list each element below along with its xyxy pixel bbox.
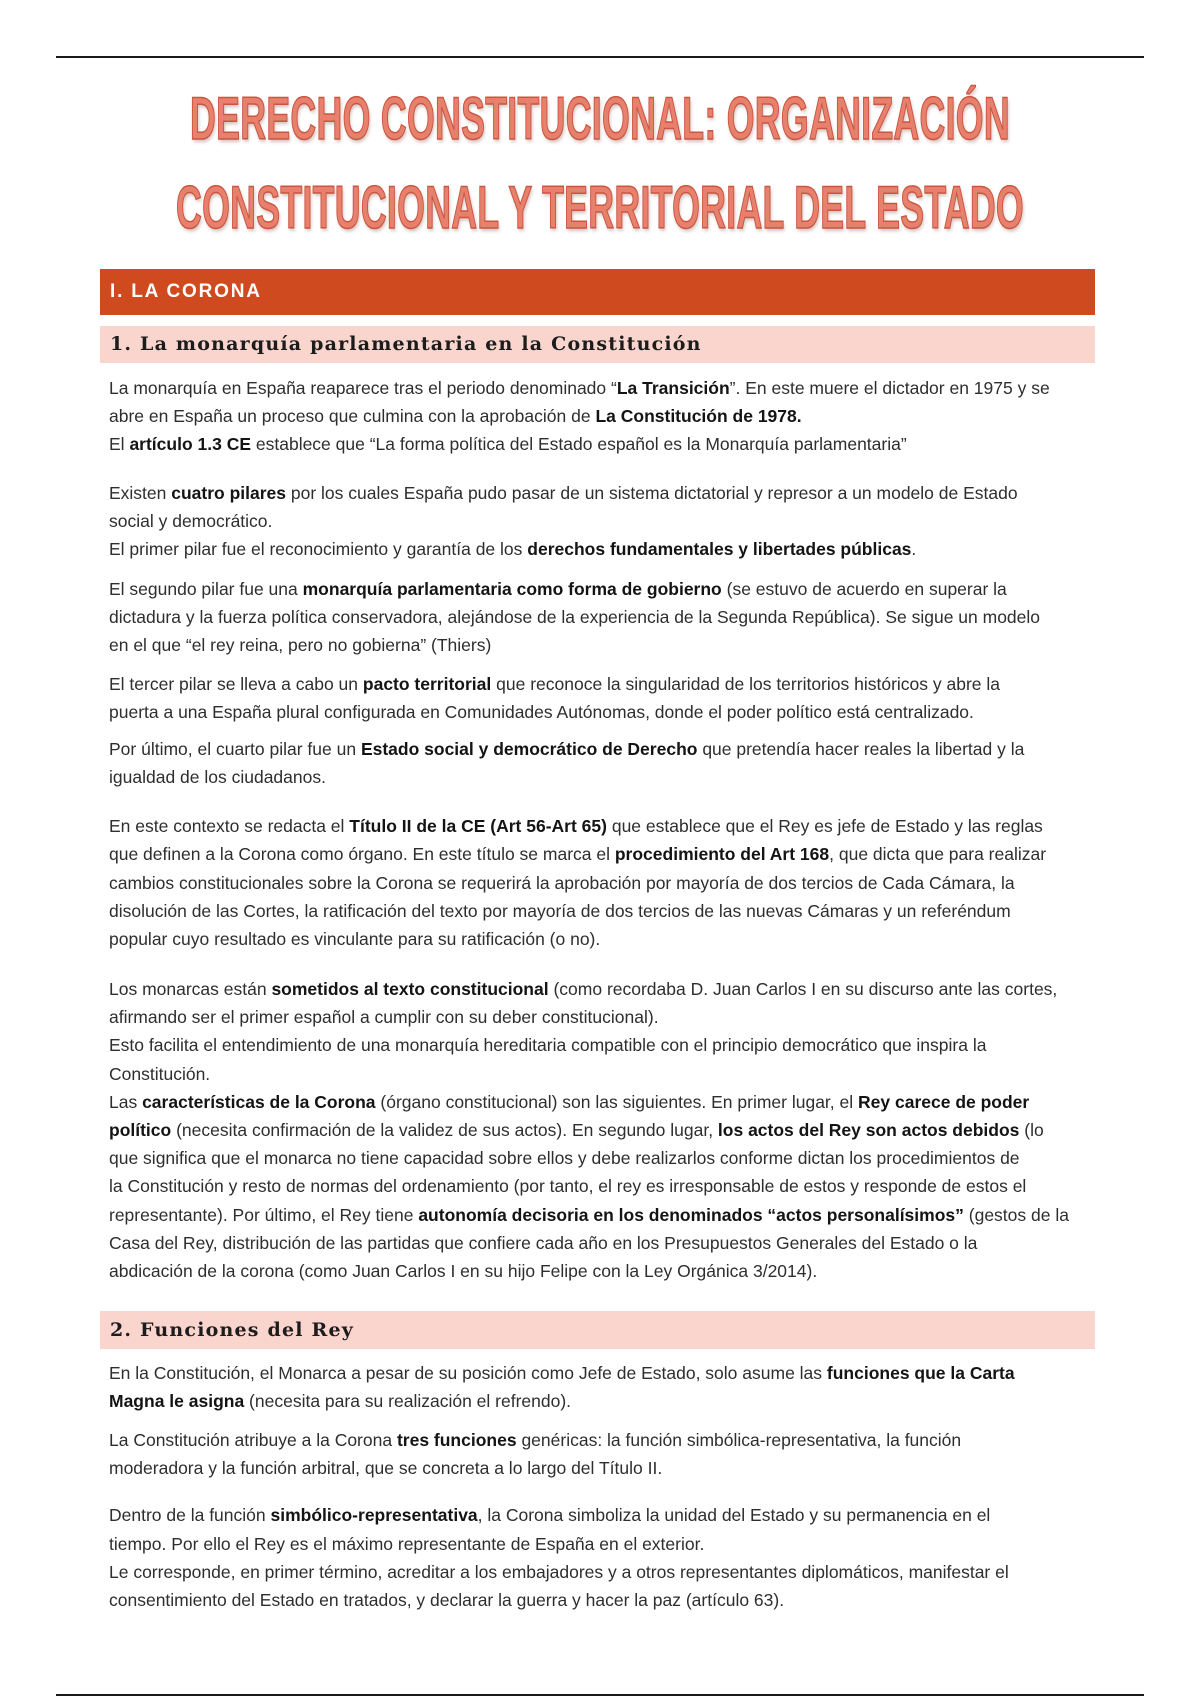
bold-text: autonomía decisoria en los denominados “actos personalísimos”	[418, 1204, 964, 1225]
text-line	[109, 535, 1095, 563]
paragraph	[100, 374, 1095, 459]
subsection-heading: 1. La monarquía parlamentaria en la Constitución	[110, 333, 702, 355]
text-line	[109, 1088, 1095, 1116]
paragraph	[100, 1359, 1095, 1415]
bold-text: tres funciones	[396, 1429, 517, 1450]
text-run: afirmando ser el primer español a cumplir con su deber constitucional).	[109, 1007, 659, 1028]
bold-text: simbólico-representativa	[270, 1505, 478, 1526]
text-run: disolución de las Cortes, la ratificación del texto por mayoría de dos tercios de las nuevas Cámaras y un referéndum	[109, 900, 1011, 921]
paragraph	[100, 479, 1095, 564]
bold-text: procedimiento del Art 168	[614, 844, 830, 865]
text-run: que pretendía hacer reales la libertad y la	[697, 739, 1025, 760]
text-run: El primer pilar fue el reconocimiento y garantía de los	[109, 539, 528, 560]
text-run: genéricas: la función simbólica-representativa, la función	[516, 1429, 962, 1450]
bold-text: cuatro pilares	[171, 483, 287, 504]
bottom-rule	[56, 1694, 1144, 1696]
text-line	[109, 479, 1095, 507]
paragraph	[100, 1501, 1095, 1614]
text-run: (órgano constitucional) son las siguientes. En primer lugar, el	[375, 1091, 859, 1112]
text-line	[109, 735, 1095, 763]
text-line	[109, 631, 1095, 659]
text-line	[109, 1003, 1095, 1031]
text-line	[109, 507, 1095, 535]
bold-text: La Transición	[616, 378, 730, 398]
paragraph	[100, 575, 1095, 660]
text-run: Por último, el cuarto pilar fue un	[109, 739, 361, 760]
text-line	[109, 897, 1095, 925]
text-run: Existen	[109, 483, 172, 504]
paragraph	[100, 735, 1095, 791]
text-line	[109, 374, 1095, 402]
text-run: social y democrático.	[109, 511, 273, 532]
bold-text: monarquía parlamentaria como forma de gobierno	[302, 578, 722, 599]
text-run: tiempo. Por ello el Rey es el máximo representante de España en el exterior.	[109, 1533, 705, 1554]
text-run: (necesita para su realización el refrendo).	[244, 1390, 572, 1411]
text-run: (necesita confirmación de la validez de sus actos). En segundo lugar,	[171, 1120, 718, 1140]
text-line	[109, 698, 1095, 726]
text-run: que establece que el Rey es jefe de Estado y las reglas	[606, 816, 1043, 837]
text-run: dictadura y la fuerza política conservadora, alejándose de la experiencia de la Segunda República). Se sigue un modelo	[109, 606, 1041, 627]
title-line-2	[0, 173, 1200, 243]
text-line	[109, 1530, 1095, 1558]
text-run: Le corresponde, en primer término, acreditar a los embajadores y a otros representantes diplomáticos, manifestar el	[109, 1561, 1009, 1582]
text-run: en el que “el rey reina, pero no gobierna” (Thiers)	[109, 635, 492, 655]
text-line	[109, 1031, 1095, 1059]
text-run: Dentro de la función	[109, 1505, 271, 1526]
text-run: La monarquía en España reaparece tras el periodo denominado “	[109, 378, 617, 398]
text-run: representante). Por último, el Rey tiene	[109, 1204, 419, 1225]
text-line	[109, 1359, 1095, 1387]
bold-text: político	[109, 1120, 172, 1140]
text-line	[109, 869, 1095, 897]
text-line	[109, 1144, 1095, 1172]
section-heading-bar	[100, 269, 1095, 315]
text-run: , la Corona simboliza la unidad del Estado y su permanencia en el	[477, 1505, 991, 1526]
text-run: que significa que el monarca no tiene capacidad sobre ellos y debe realizarlos conforme dictan los procedimientos de	[109, 1148, 1020, 1169]
text-run: la Constitución y resto de normas del ordenamiento (por tanto, el rey es irresponsable de estos y responde de estos el	[109, 1176, 1027, 1197]
paragraph	[100, 1426, 1095, 1482]
text-line	[109, 430, 1095, 458]
text-run: , que dicta que para realizar	[829, 844, 1047, 865]
text-run: (se estuvo de acuerdo en superar la	[721, 578, 1007, 599]
bold-text: artículo 1.3 CE	[129, 434, 252, 455]
text-run: Esto facilita el entendimiento de una monarquía hereditaria compatible con el principio democrático que inspira la	[109, 1035, 987, 1056]
text-line	[109, 925, 1095, 953]
title-text: DERECHO CONSTITUCIONAL: ORGANIZACIÓN	[190, 85, 1010, 152]
text-run: La Constitución atribuye a la Corona	[109, 1429, 397, 1450]
title-text: CONSTITUCIONAL Y TERRITORIAL DEL ESTADO	[176, 174, 1024, 241]
bold-text: Estado social y democrático de Derecho	[360, 739, 698, 760]
text-run: establece que “La forma política del Estado español es la Monarquía parlamentaria”	[251, 434, 907, 455]
text-line	[109, 1257, 1095, 1285]
text-run: Constitución.	[109, 1063, 211, 1084]
text-run: (lo	[1019, 1120, 1044, 1140]
text-run: (gestos de la	[963, 1204, 1069, 1225]
bold-text: Magna le asigna	[109, 1390, 245, 1411]
text-run: Casa del Rey, distribución de las partidas que confiere cada año en los Presupuestos Generales del Estado o la	[109, 1232, 978, 1253]
bold-text: Rey carece de poder	[858, 1091, 1030, 1112]
text-line	[109, 1501, 1095, 1529]
text-run: popular cuyo resultado es vinculante para su ratificación (o no).	[109, 928, 601, 949]
title-line-1	[0, 84, 1200, 154]
text-run: En la Constitución, el Monarca a pesar de su posición como Jefe de Estado, solo asume las	[109, 1362, 827, 1383]
text-run: igualdad de los ciudadanos.	[109, 767, 326, 788]
subsection-heading-bar	[100, 326, 1095, 363]
text-line	[109, 402, 1095, 430]
text-run: ”. En este muere el dictador en 1975 y se	[729, 378, 1050, 398]
text-run: El	[109, 434, 130, 455]
bold-text: derechos fundamentales y libertades públicas	[527, 539, 912, 560]
text-run: consentimiento del Estado en tratados, y declarar la guerra y hacer la paz (artículo 63).	[109, 1590, 785, 1611]
text-line	[109, 603, 1095, 631]
text-run: En este contexto se redacta el	[109, 816, 350, 837]
text-run: por los cuales España pudo pasar de un sistema dictatorial y represor a un modelo de Estado	[286, 483, 1018, 504]
text-line	[109, 1586, 1095, 1614]
text-line	[109, 670, 1095, 698]
text-run: que definen a la Corona como órgano. En este título se marca el	[109, 844, 615, 865]
text-run: cambios constitucionales sobre la Corona se requerirá la aprobación por mayoría de dos tercios de Cada Cámara, la	[109, 872, 1015, 893]
subsection-heading-bar	[100, 1311, 1095, 1349]
subsection-heading: 2. Funciones del Rey	[110, 1318, 355, 1341]
text-run: (como recordaba D. Juan Carlos I en su discurso ante las cortes,	[548, 979, 1058, 1000]
top-rule	[56, 56, 1144, 58]
text-line	[109, 1116, 1095, 1144]
text-run: .	[911, 539, 917, 560]
bold-text: sometidos al texto constitucional	[271, 979, 549, 1000]
bold-text: Título II de la CE (Art 56-Art 65)	[349, 816, 607, 837]
paragraph	[100, 975, 1095, 1285]
text-line	[109, 1229, 1095, 1257]
bold-text: características de la Corona	[142, 1091, 376, 1112]
text-run: Las	[109, 1091, 143, 1112]
text-line	[109, 1426, 1095, 1454]
text-run: que reconoce la singularidad de los territorios históricos y abre la	[491, 674, 1001, 695]
bold-text: La Constitución de 1978.	[595, 406, 802, 427]
text-line	[109, 1558, 1095, 1586]
text-line	[109, 1172, 1095, 1200]
text-run: abre en España un proceso que culmina con la aprobación de	[109, 406, 596, 427]
text-line	[109, 1387, 1095, 1415]
bold-text: funciones que la Carta	[826, 1362, 1015, 1383]
text-line	[109, 575, 1095, 603]
section-heading: I. LA CORONA	[110, 281, 262, 302]
document-body	[100, 269, 1095, 1614]
text-line	[109, 975, 1095, 1003]
text-run: Los monarcas están	[109, 979, 272, 1000]
text-run: El tercer pilar se lleva a cabo un	[109, 674, 363, 695]
text-line	[109, 1060, 1095, 1088]
text-line	[109, 1454, 1095, 1482]
bold-text: los actos del Rey son actos debidos	[717, 1120, 1020, 1140]
text-line	[109, 840, 1095, 868]
text-line	[109, 1201, 1095, 1229]
text-run: El segundo pilar fue una	[109, 578, 303, 599]
text-line	[109, 812, 1095, 840]
text-line	[109, 763, 1095, 791]
text-run: abdicación de la corona (como Juan Carlos I en su hijo Felipe con la Ley Orgánica 3/2014).	[109, 1260, 818, 1281]
text-run: puerta a una España plural configurada en Comunidades Autónomas, donde el poder político está centralizado.	[109, 702, 974, 723]
paragraph	[100, 812, 1095, 953]
paragraph	[100, 670, 1095, 726]
text-run: moderadora y la función arbitral, que se concreta a lo largo del Título II.	[109, 1457, 663, 1478]
bold-text: pacto territorial	[362, 674, 492, 695]
